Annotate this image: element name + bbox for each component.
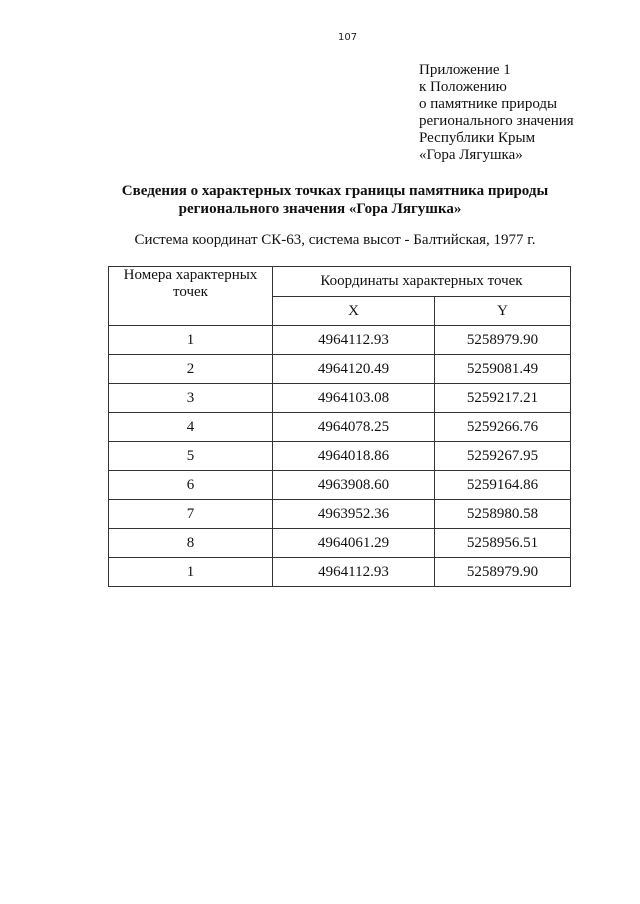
cell-point: 3 [109,384,273,413]
cell-x: 4963952.36 [273,500,435,529]
appendix-line: о памятнике природы [419,96,558,112]
cell-x: 4964120.49 [273,355,435,384]
header-x: X [273,297,435,326]
title-line-2: регионального значения «Гора Лягушка» [178,201,462,217]
cell-y: 5258956.51 [435,529,571,558]
cell-point: 6 [109,471,273,500]
table-row [109,326,571,355]
header-y: Y [435,297,571,326]
cell-point: 7 [109,500,273,529]
cell-point: 4 [109,413,273,442]
cell-y: 5259267.95 [435,442,571,471]
cell-point: 8 [109,529,273,558]
appendix-header [419,62,574,164]
cell-x: 4964103.08 [273,384,435,413]
appendix-line: Республики Крым [419,130,536,146]
table-row [109,558,571,587]
appendix-line: к Положению [419,79,507,95]
coordinates-table [108,266,571,587]
cell-y: 5259081.49 [435,355,571,384]
cell-point: 5 [109,442,273,471]
cell-y: 5259217.21 [435,384,571,413]
cell-x: 4963908.60 [273,471,435,500]
cell-y: 5259266.76 [435,413,571,442]
page-number: 107 [338,32,358,43]
table-row [109,442,571,471]
table-row [109,529,571,558]
header-point-numbers: Номера характерных точек [109,267,273,326]
cell-y: 5258979.90 [435,326,571,355]
table-header-row [109,267,571,297]
cell-point: 1 [109,558,273,587]
document-title [0,182,640,218]
table-row [109,471,571,500]
cell-y: 5258979.90 [435,558,571,587]
cell-point: 1 [109,326,273,355]
cell-x: 4964112.93 [273,558,435,587]
cell-x: 4964078.25 [273,413,435,442]
table-row [109,355,571,384]
cell-x: 4964112.93 [273,326,435,355]
table-row [109,413,571,442]
coordinate-system-note: Система координат СК-63, система высот - Балтийская, 1977 г. [134,232,536,248]
appendix-line: «Гора Лягушка» [419,147,523,163]
title-line-1: Сведения о характерных точках границы памятника природы [121,183,549,199]
header-coordinates: Координаты характерных точек [273,267,571,297]
cell-x: 4964018.86 [273,442,435,471]
cell-x: 4964061.29 [273,529,435,558]
appendix-line: регионального значения [419,113,574,129]
cell-point: 2 [109,355,273,384]
appendix-line: Приложение 1 [419,62,511,78]
table-row [109,500,571,529]
cell-y: 5258980.58 [435,500,571,529]
table-row [109,384,571,413]
cell-y: 5259164.86 [435,471,571,500]
